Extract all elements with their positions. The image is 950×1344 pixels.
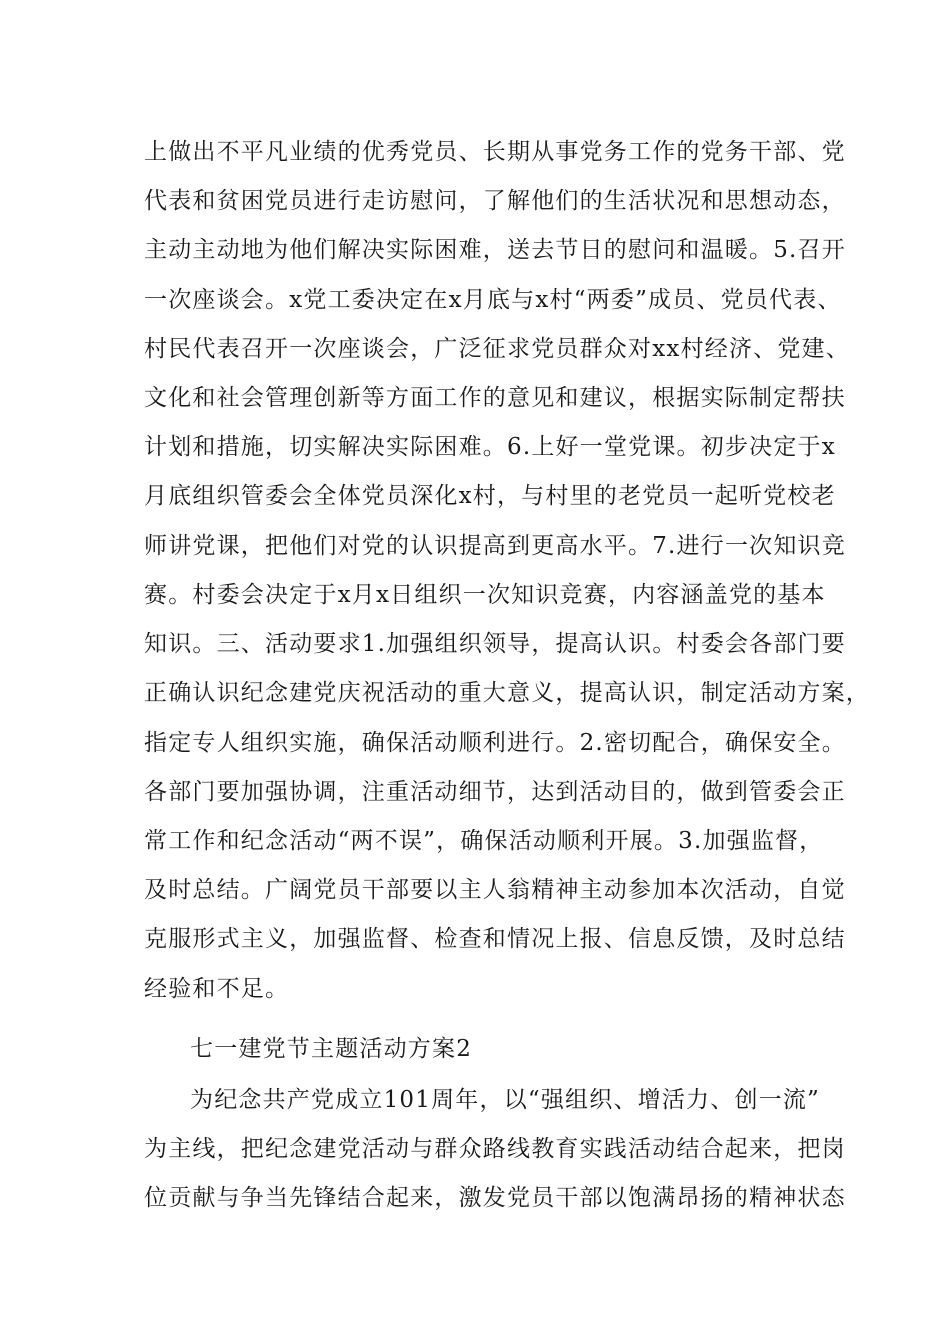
- body-line: 计划和措施，切实解决实际困难。6.上好一堂党课。初步决定于x: [144, 434, 836, 460]
- body-line: 为纪念共产党成立101周年，以“强组织、增活力、创一流”: [190, 1087, 821, 1113]
- body-line: 位贡献与争当先锋结合起来，激发党员干部以饱满昂扬的精神状态: [144, 1185, 846, 1211]
- body-line: 一次座谈会。x党工委决定在x月底与x村“两委”成员、党员代表、: [144, 287, 842, 313]
- body-line: 知识。三、活动要求1.加强组织领导，提高认识。村委会各部门要: [144, 631, 846, 657]
- body-line: 主动主动地为他们解决实际困难，送去节日的慰问和温暖。5.召开: [144, 237, 846, 263]
- body-line: 赛。村委会决定于x月x日组织一次知识竞赛，内容涵盖党的基本: [144, 582, 826, 608]
- body-line: 经验和不足。: [144, 976, 290, 1002]
- body-line: 月底组织管委会全体党员深化x村，与村里的老党员一起听党校老: [144, 483, 836, 509]
- body-line: 文化和社会管理创新等方面工作的意见和建议，根据实际制定帮扶: [144, 385, 846, 411]
- body-line: 代表和贫困党员进行走访慰问，了解他们的生活状况和思想动态，: [144, 188, 846, 214]
- body-line: 常工作和纪念活动“两不误”，确保活动顺利开展。3.加强监督，: [144, 828, 824, 854]
- body-line: 村民代表召开一次座谈会，广泛征求党员群众对xx村经济、党建、: [144, 336, 850, 362]
- body-line: 各部门要加强协调，注重活动细节，达到活动目的，做到管委会正: [144, 779, 846, 805]
- body-line: 师讲党课，把他们对党的认识提高到更高水平。7.进行一次知识竞: [144, 533, 846, 559]
- body-line: 上做出不平凡业绩的优秀党员、长期从事党务工作的党务干部、党: [144, 139, 846, 165]
- body-line: 指定专人组织实施，确保活动顺利进行。2.密切配合，确保安全。: [144, 730, 846, 756]
- body-line: 克服形式主义，加强监督、检查和情况上报、信息反馈，及时总结: [144, 926, 846, 952]
- section-heading: 七一建党节主题活动方案2: [190, 1036, 473, 1062]
- body-line: 及时总结。广阔党员干部要以主人翁精神主动参加本次活动，自觉: [144, 877, 846, 903]
- body-line: 为主线，把纪念建党活动与群众路线教育实践活动结合起来，把岗: [144, 1136, 846, 1162]
- body-line: 正确认识纪念建党庆祝活动的重大意义，提高认识，制定活动方案，: [144, 680, 870, 706]
